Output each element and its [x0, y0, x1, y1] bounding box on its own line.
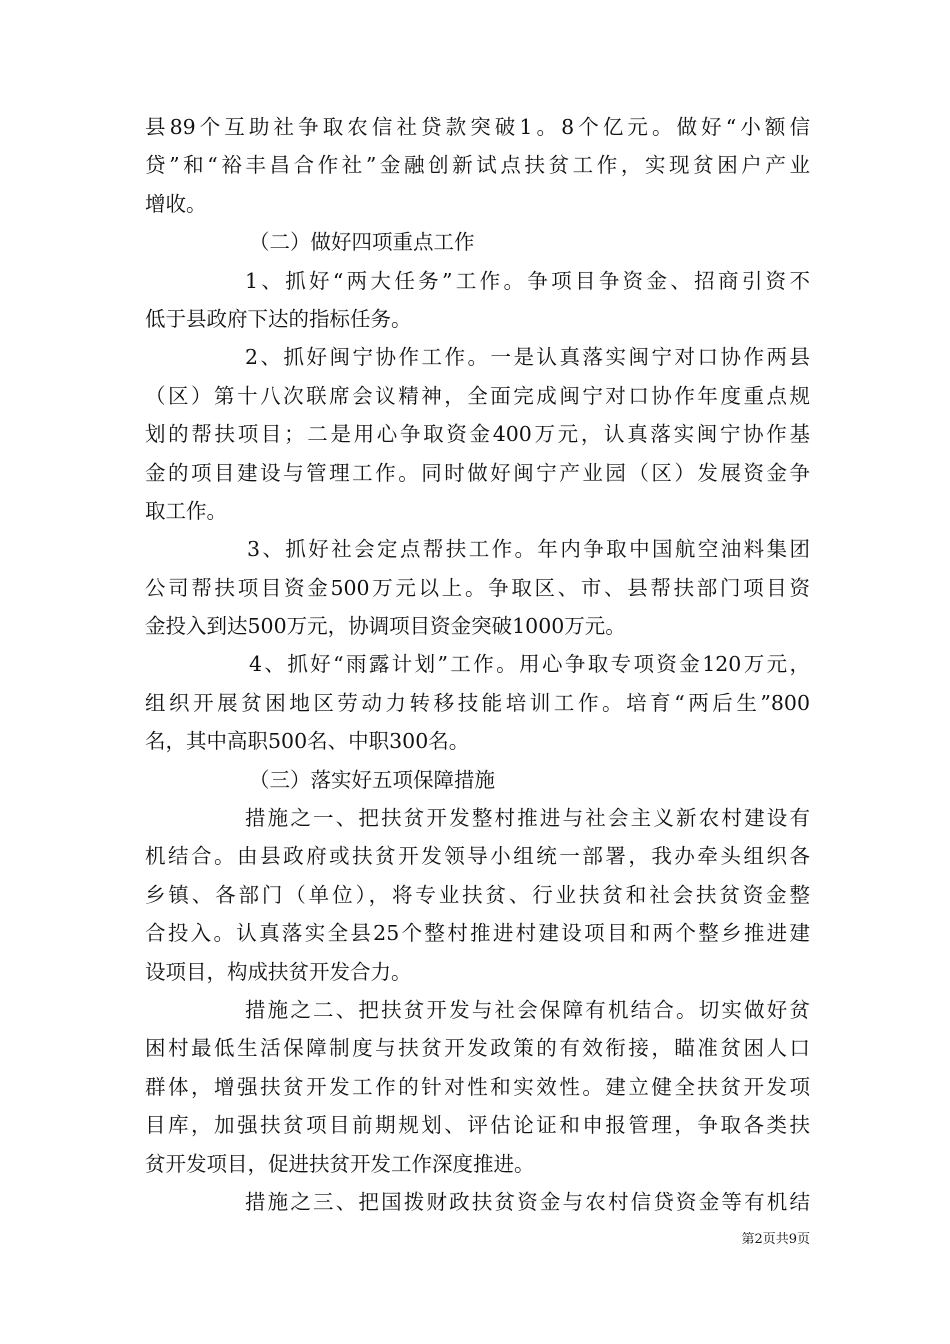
paragraph-line: 名，其中高职500名、中职300名。	[145, 729, 470, 754]
paragraph-line: 增收。	[145, 191, 207, 216]
paragraph-line: 1、抓好“两大任务”工作。争项目争资金、招商引资不	[245, 268, 810, 293]
page-number: 第2页共9页	[741, 1232, 810, 1247]
paragraph-line: 机结合。由县政府或扶贫开发领导小组统一部署，我办牵头组织各	[145, 844, 810, 869]
paragraph-line: 贫开发项目，促进扶贫开发工作深度推进。	[145, 1151, 535, 1176]
paragraph-line: 金投入到达500万元，协调项目资金突破1000万元。	[145, 614, 626, 639]
paragraph-line: （区）第十八次联席会议精神，全面完成闽宁对口协作年度重点规	[145, 383, 810, 408]
paragraph-line: 公司帮扶项目资金500万元以上。争取区、市、县帮扶部门项目资	[145, 575, 810, 600]
paragraph-line: 群体，增强扶贫开发工作的针对性和实效性。建立健全扶贫开发项	[145, 1074, 810, 1099]
paragraph-line: 贷”和“裕丰昌合作社”金融创新试点扶贫工作，实现贫困户产业	[145, 153, 810, 178]
paragraph-line: 划的帮扶项目；二是用心争取资金400万元，认真落实闽宁协作基	[145, 422, 810, 447]
paragraph-line: 合投入。认真落实全县25个整村推进村建设项目和两个整乡推进建	[145, 921, 810, 946]
paragraph-line: 设项目，构成扶贫开发合力。	[145, 959, 412, 984]
paragraph-line: 低于县政府下达的指标任务。	[145, 306, 412, 331]
section-heading: （二）做好四项重点工作	[249, 230, 475, 255]
document-body	[145, 108, 810, 1221]
paragraph-line: 组织开展贫困地区劳动力转移技能培训工作。培育“两后生”800	[145, 690, 810, 715]
paragraph-line: 乡镇、各部门（单位），将专业扶贫、行业扶贫和社会扶贫资金整	[145, 882, 810, 907]
paragraph-line: 措施之二、把扶贫开发与社会保障有机结合。切实做好贫	[245, 997, 810, 1022]
paragraph-line: 困村最低生活保障制度与扶贫开发政策的有效衔接，瞄准贫困人口	[145, 1036, 810, 1061]
paragraph-line: 取工作。	[145, 498, 227, 523]
paragraph-line: 金的项目建设与管理工作。同时做好闽宁产业园（区）发展资金争	[145, 460, 810, 485]
section-heading: （三）落实好五项保障措施	[249, 767, 495, 792]
paragraph-line: 4、抓好“雨露计划”工作。用心争取专项资金120万元，	[249, 652, 810, 677]
paragraph-line: 县89个互助社争取农信社贷款突破1。8个亿元。做好“小额信	[145, 115, 810, 139]
paragraph-line: 措施之三、把国拨财政扶贫资金与农村信贷资金等有机结	[245, 1189, 810, 1214]
paragraph-line: 3、抓好社会定点帮扶工作。年内争取中国航空油料集团	[247, 537, 810, 562]
paragraph-line: 目库，加强扶贫项目前期规划、评估论证和申报管理，争取各类扶	[145, 1113, 810, 1138]
paragraph-line: 措施之一、把扶贫开发整村推进与社会主义新农村建设有	[245, 806, 810, 831]
paragraph-line: 2、抓好闽宁协作工作。一是认真落实闽宁对口协作两县	[245, 345, 810, 370]
